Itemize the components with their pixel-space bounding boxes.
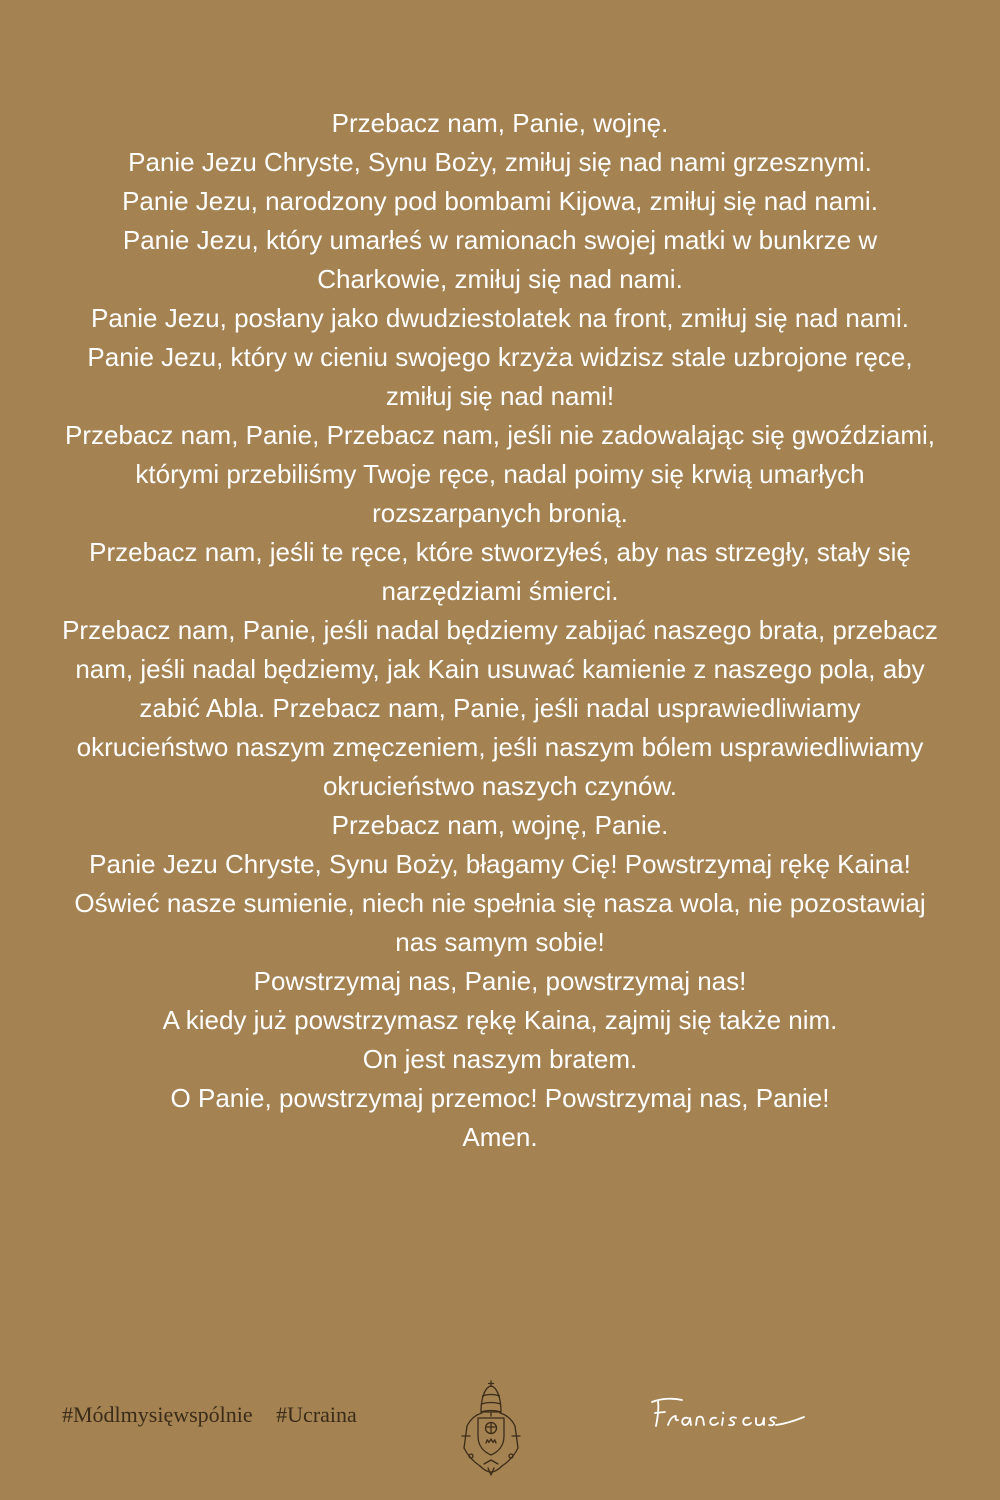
prayer-line: Przebacz nam, Panie, jeśli nadal będziemy zabijać naszego brata, przebacz nam, jeśli nadal będziemy, jak Kain usuwać kamienie z naszego pola, aby zabić Abla. Przebacz nam, Panie, jeśli nadal usprawiedliwiamy okrucieństwo naszym zmęczeniem, jeśli naszym bólem usprawiedliwiamy okrucieństwo naszych czynów.: [62, 615, 938, 801]
franciscus-signature: [648, 1394, 812, 1436]
prayer-line: Panie Jezu, który w cieniu swojego krzyża widzisz stale uzbrojone ręce, zmiłuj się nad nami!: [87, 342, 913, 411]
prayer-line: On jest naszym bratem.: [362, 1044, 638, 1074]
hashtag-ucraina: #Ucraina: [276, 1402, 357, 1427]
prayer-line: Panie Jezu, który umarłeś w ramionach swojej matki w bunkrze w Charkowie, zmiłuj się nad nami.: [122, 225, 878, 294]
prayer-line: Panie Jezu Chryste, Synu Boży, błagamy Cię! Powstrzymaj rękę Kaina!: [89, 849, 911, 879]
papal-coat-of-arms-icon: [458, 1380, 524, 1476]
prayer-line: Amen.: [462, 1122, 538, 1152]
prayer-text: [60, 104, 940, 1157]
prayer-line: O Panie, powstrzymaj przemoc! Powstrzymaj nas, Panie!: [170, 1083, 830, 1113]
footer: [0, 1380, 1000, 1480]
prayer-line: Przebacz nam, wojnę, Panie.: [331, 810, 669, 840]
hashtag-modlmysiewspolnie: #Módlmysięwspólnie: [62, 1402, 253, 1427]
prayer-line: Oświeć nasze sumienie, niech nie spełnia się nasza wola, nie pozostawiaj nas samym sobie!: [74, 888, 926, 957]
prayer-line: Powstrzymaj nas, Panie, powstrzymaj nas!: [253, 966, 747, 996]
prayer-line: A kiedy już powstrzymasz rękę Kaina, zajmij się także nim.: [162, 1005, 838, 1035]
prayer-line: Panie Jezu, narodzony pod bombami Kijowa, zmiłuj się nad nami.: [122, 186, 878, 216]
prayer-line: Przebacz nam, Panie, Przebacz nam, jeśli nie zadowalając się gwoździami, którymi przebiliśmy Twoje ręce, nadal poimy się krwią umarłych rozszarpanych bronią.: [65, 420, 935, 528]
prayer-line: Panie Jezu, posłany jako dwudziestolatek na front, zmiłuj się nad nami.: [91, 303, 909, 333]
hashtag-list: [62, 1402, 357, 1428]
prayer-line: Przebacz nam, jeśli te ręce, które stworzyłeś, aby nas strzegły, stały się narzędziami śmierci.: [89, 537, 911, 606]
prayer-line: Panie Jezu Chryste, Synu Boży, zmiłuj się nad nami grzesznymi.: [128, 147, 872, 177]
prayer-line: Przebacz nam, Panie, wojnę.: [331, 108, 669, 138]
